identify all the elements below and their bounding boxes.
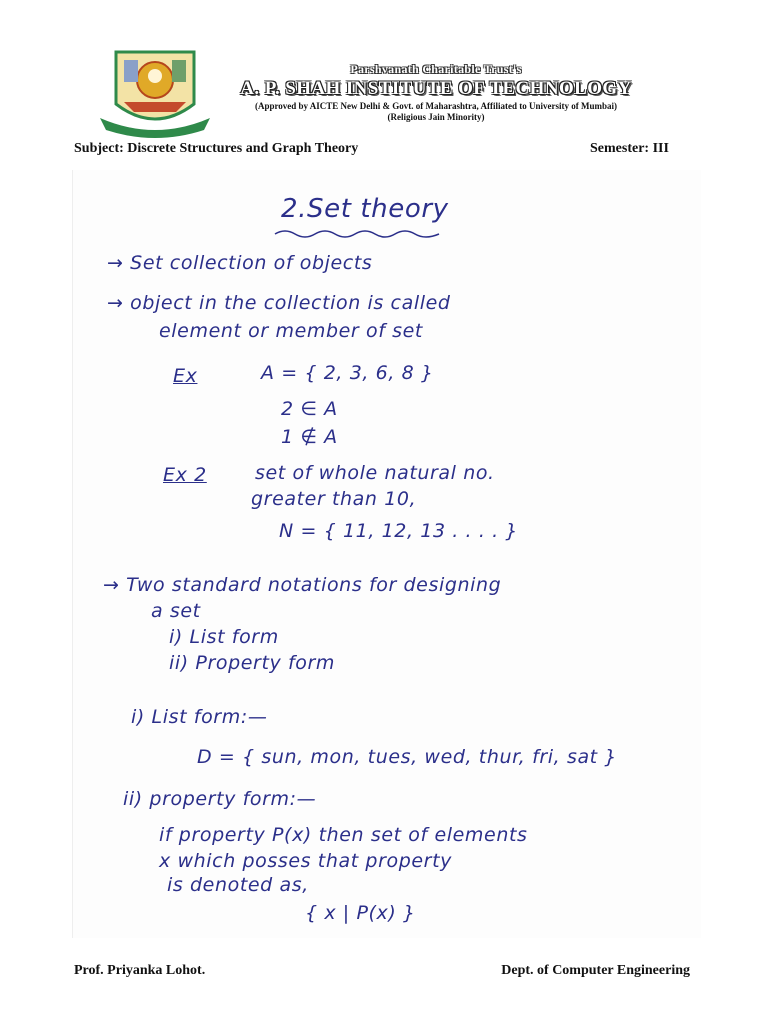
- subject-label: Subject: Discrete Structures and Graph Theory: [74, 141, 359, 156]
- bullet-element-line2: element or member of set: [159, 320, 423, 342]
- semester-label: Semester: III: [590, 141, 669, 156]
- footer-department: Dept. of Computer Engineering: [501, 963, 690, 978]
- example2-line2: greater than 10,: [251, 488, 417, 510]
- footer-author: Prof. Priyanka Lohot.: [74, 963, 206, 978]
- example1-member: 2 ∈ A: [281, 398, 338, 420]
- bullet-notations-line2: a set: [151, 600, 201, 622]
- notation-list-form: i) List form: [169, 626, 279, 648]
- list-form-example: D = { sun, mon, tues, wed, thur, fri, sat }: [197, 746, 618, 768]
- example1-label: Ex: [173, 365, 198, 387]
- institute-name: A. P. SHAH INSTITUTE OF TECHNOLOGY: [240, 78, 632, 99]
- approval-line: (Approved by AICTE New Delhi & Govt. of Maharashtra, Affiliated to University of Mumbai): [254, 101, 618, 111]
- bullet-element-line1: → object in the collection is called: [107, 292, 451, 314]
- handwritten-notes-page: [72, 170, 701, 938]
- example2-label: Ex 2: [163, 464, 207, 486]
- example2-line1: set of whole natural no.: [255, 462, 495, 484]
- bullet-set-definition: → Set collection of objects: [107, 252, 373, 274]
- example1-non-member: 1 ∉ A: [281, 426, 338, 448]
- example1-set: A = { 2, 3, 6, 8 }: [261, 362, 434, 384]
- example2-set: N = { 11, 12, 13 . . . . }: [279, 520, 519, 542]
- trust-name: Parshvanath Charitable Trust's: [350, 62, 522, 76]
- institute-logo-icon: [96, 46, 214, 138]
- notation-property-form: ii) Property form: [169, 652, 336, 674]
- minority-line: (Religious Jain Minority): [387, 112, 485, 122]
- property-form-line3: is denoted as,: [167, 874, 309, 896]
- property-form-line2: x which posses that property: [159, 850, 452, 872]
- list-form-heading: i) List form:—: [131, 706, 268, 728]
- property-form-heading: ii) property form:—: [123, 788, 317, 810]
- property-form-set: { x | P(x) }: [305, 902, 416, 924]
- title-underline-wave: [273, 228, 443, 238]
- institute-header: [226, 62, 646, 122]
- property-form-line1: if property P(x) then set of elements: [159, 824, 528, 846]
- notes-title: 2.Set theory: [281, 194, 449, 224]
- bullet-notations-line1: → Two standard notations for designing: [103, 574, 502, 596]
